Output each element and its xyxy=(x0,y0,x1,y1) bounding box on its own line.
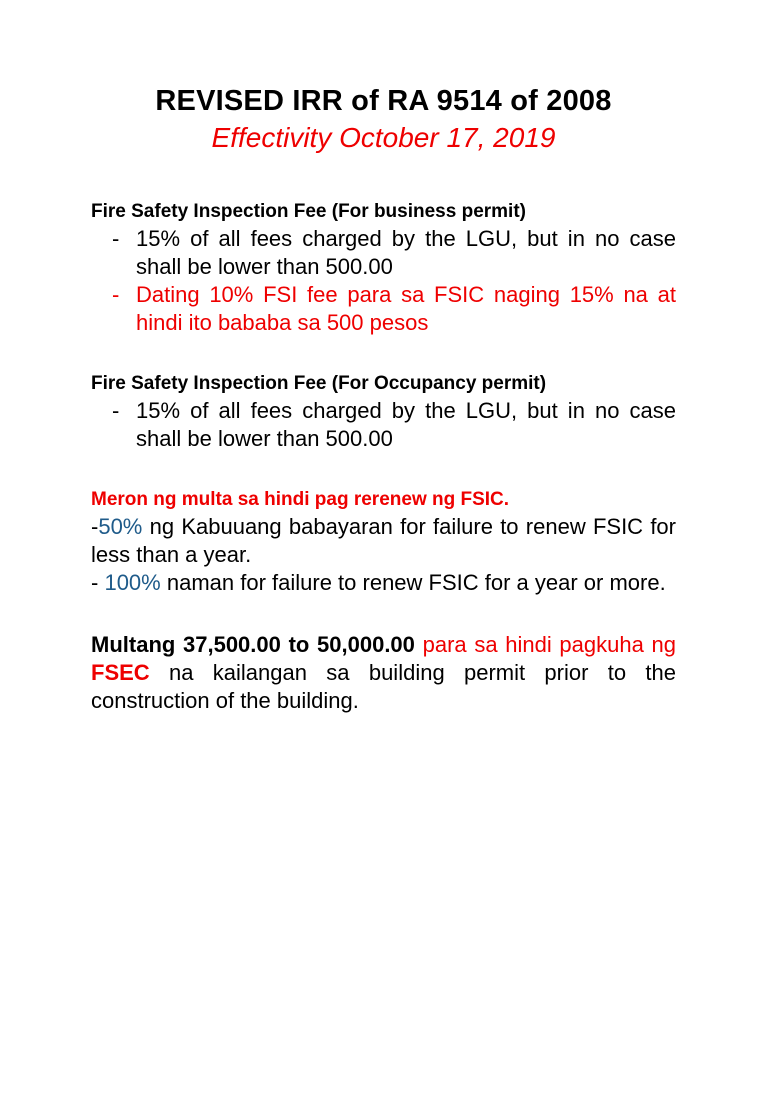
fine-red-text: para sa hindi pagkuha ng xyxy=(414,632,676,657)
bullet-dash: - xyxy=(112,282,120,307)
fsec-label: FSEC xyxy=(91,660,150,685)
effectivity-date: Effectivity October 17, 2019 xyxy=(211,122,556,153)
occupancy-fee-rule: 15% of all fees charged by the LGU, but in no case shall be lower than 500.00 xyxy=(136,398,676,451)
penalty-heading: Meron ng multa sa hindi pag rerenew ng FSIC. xyxy=(91,489,510,510)
fine-rest-text: na kailangan sa building permit prior to the construction of the building. xyxy=(91,660,676,713)
penalty-line-50 xyxy=(91,513,676,569)
list-item xyxy=(91,281,676,337)
list-item xyxy=(91,225,676,281)
fsec-fine-paragraph xyxy=(91,631,676,715)
penalty-prefix: - xyxy=(91,570,105,595)
bullet-dash: - xyxy=(112,226,120,251)
penalty-line-100 xyxy=(91,569,676,597)
penalty-text-50: ng Kabuuang babayaran for failure to renew FSIC for less than a year. xyxy=(91,514,676,567)
occupancy-permit-list xyxy=(91,397,676,453)
list-item xyxy=(91,397,676,453)
document-title: REVISED IRR of RA 9514 of 2008 xyxy=(155,85,612,117)
penalty-percent-50: 50% xyxy=(98,514,143,539)
penalty-prefix: - xyxy=(91,514,99,539)
penalty-percent-100: 100% xyxy=(104,570,161,595)
occupancy-permit-heading: Fire Safety Inspection Fee (For Occupancy permit) xyxy=(91,373,547,394)
business-permit-list xyxy=(91,225,676,337)
fine-amount: Multang 37,500.00 to 50,000.00 xyxy=(91,632,415,657)
business-permit-heading: Fire Safety Inspection Fee (For business permit) xyxy=(91,201,526,222)
document-page xyxy=(0,82,768,1106)
penalty-text-100: naman for failure to renew FSIC for a year or more. xyxy=(160,570,666,595)
business-fee-note: Dating 10% FSI fee para sa FSIC naging 15% na at hindi ito bababa sa 500 pesos xyxy=(136,282,676,335)
bullet-dash: - xyxy=(112,398,120,423)
business-fee-rule: 15% of all fees charged by the LGU, but in no case shall be lower than 500.00 xyxy=(136,226,676,279)
